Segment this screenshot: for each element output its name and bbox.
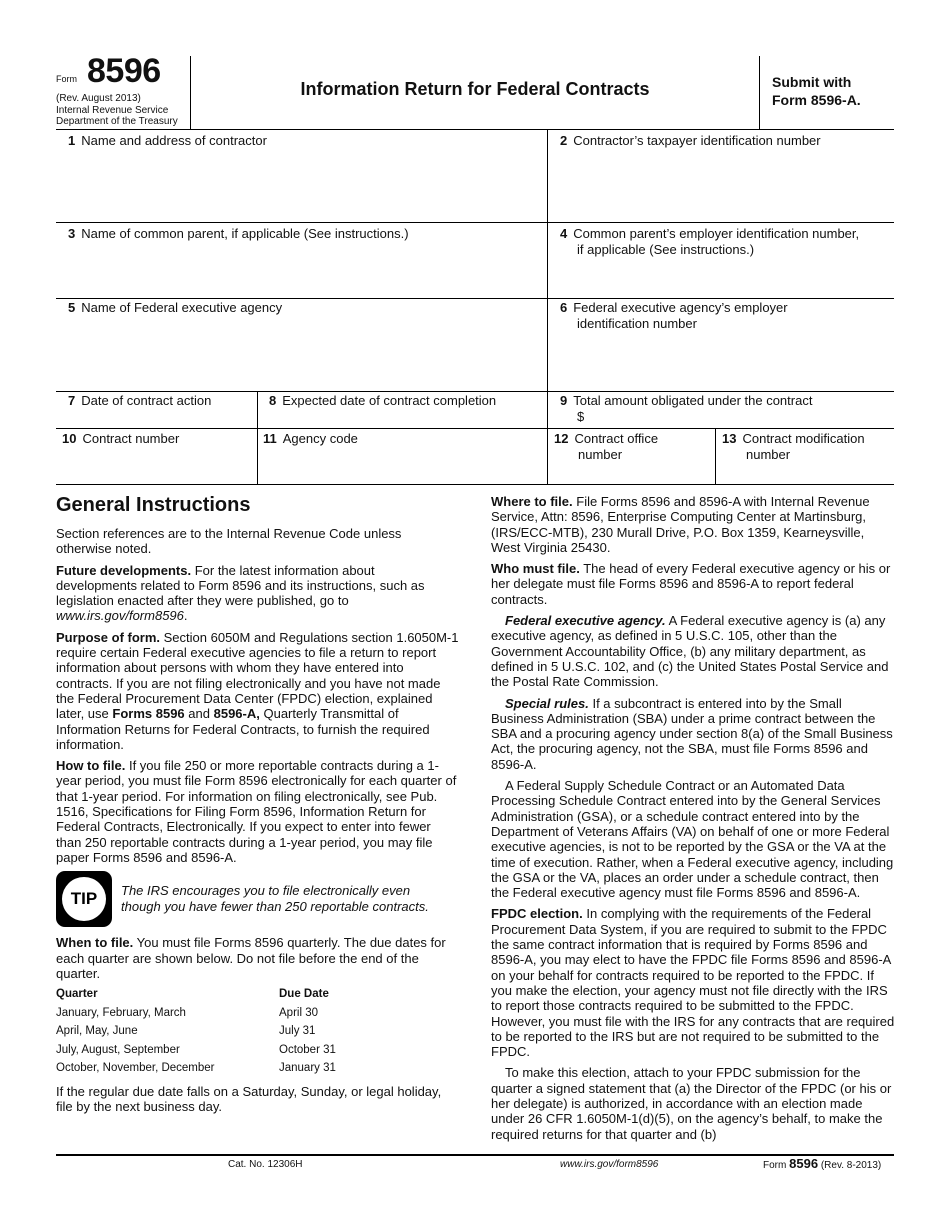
instructions-right-column <box>491 494 895 1148</box>
grid-line <box>56 129 894 130</box>
field-number: 8 <box>269 393 277 408</box>
field-label: Name of common parent, if applicable (See instructions.) <box>81 226 409 241</box>
field-agency-code[interactable] <box>263 431 543 481</box>
who-must-file-paragraph: Who must file. The head of every Federal executive agency or his or her delegate must file Forms 8596 and 8596-A to report federal contracts. <box>491 561 891 607</box>
field-number: 1 <box>68 133 76 148</box>
grid-line <box>56 222 894 223</box>
field-contractor-tin[interactable] <box>560 133 890 218</box>
form-label: Form <box>56 74 77 84</box>
field-number: 5 <box>68 300 76 315</box>
paragraph-title: FPDC election. <box>491 906 583 922</box>
future-developments-paragraph: Future developments. For the latest information about developments related to Form 8596 and its instructions, such as legislation enacted after they were published, go to www.irs.gov/form8596. <box>56 562 425 624</box>
agency-line-2: Department of the Treasury <box>56 116 178 127</box>
election-paragraph: To make this election, attach to your FPDC submission for the quarter a signed statement that (a) the Director of the FPDC (or his or her delegate) is authorized, in accordance with an election made under 26 CFR 1.6050M-1(d)(5), on the agency’s behalf, to make the required returns for that quarter and (b) <box>491 1065 892 1142</box>
table-header-row <box>56 987 336 1006</box>
paragraph-title: Special rules. <box>505 695 589 711</box>
field-label-continued: if applicable (See instructions.) <box>577 242 755 257</box>
field-label: Date of contract action <box>81 393 212 408</box>
field-number: 6 <box>560 300 568 315</box>
field-label: Contractor’s taxpayer identification number <box>573 133 821 148</box>
field-label: Name of Federal executive agency <box>81 300 283 315</box>
field-label: Expected date of contract completion <box>282 393 497 408</box>
when-to-file-paragraph: When to file. You must file Forms 8596 quarterly. The due dates for each quarter are shown below. Do not file before the end of the quarter. <box>56 935 446 981</box>
field-number: 2 <box>560 133 568 148</box>
irs-url-link[interactable]: www.irs.gov/form8596 <box>56 608 184 624</box>
grid-line <box>56 484 894 485</box>
quarter-cell: October, November, December <box>56 1062 215 1075</box>
paragraph-title: When to file. <box>56 935 134 951</box>
where-to-file-paragraph: Where to file. File Forms 8596 and 8596-A with Internal Revenue Service, Attn: 8596, Enterprise Computing Center at Martinsburg, (IRS/ECC-MTB), 230 Murall Drive, P.O. Box 1359, Kearneysville, West Virginia 25430. <box>491 494 870 555</box>
supply-schedule-paragraph: A Federal Supply Schedule Contract or an Automated Data Processing Schedule Contract entered into by the General Services Administration (GSA), or a schedule contract entered into by the Department of Veterans Affairs (VA) on behalf of one or more Federal executive agencies, is not to be reported by the GSA or the VA at the time of execution. Rather, when a Federal executive agency, including the GSA or the VA, places an order under a schedule contract, then the Federal executive agency must file Forms 8596 and 8596-A. <box>491 778 894 901</box>
grid-line <box>56 298 894 299</box>
field-number: 9 <box>560 393 568 408</box>
weekend-note: If the regular due date falls on a Saturday, Sunday, or legal holiday, file by the next business day. <box>56 1083 442 1114</box>
field-number: 4 <box>560 226 568 241</box>
field-expected-completion-date[interactable] <box>269 393 544 425</box>
due-date-cell: April 30 <box>279 1006 318 1019</box>
field-number: 7 <box>68 393 76 408</box>
table-row <box>56 1043 336 1062</box>
form-title: Information Return for Federal Contracts <box>300 79 650 99</box>
tip-text: The IRS encourages you to file electronically even though you have fewer than 250 reportable contracts. <box>121 883 429 914</box>
field-contract-action-date[interactable] <box>68 393 253 425</box>
form-revision: (Rev. August 2013) <box>56 93 141 104</box>
catalog-number: Cat. No. 12306H <box>228 1159 303 1170</box>
federal-executive-agency-paragraph: Federal executive agency. A Federal executive agency is (a) any executive agency, as defined in 5 U.S.C. 105, other than the Government Accountability Office, (b) any military department, as defined in 5 U.S.C. 102, and (c) the United States Postal Service and the Postal Rate Commission. <box>491 613 889 690</box>
field-contractor-name-address[interactable] <box>68 133 538 218</box>
paragraph-title: How to file. <box>56 758 126 774</box>
field-label: Total amount obligated under the contract <box>573 393 813 408</box>
field-federal-agency-name[interactable] <box>68 300 538 386</box>
field-common-parent-name[interactable] <box>68 226 538 294</box>
field-number: 3 <box>68 226 76 241</box>
field-contract-number[interactable] <box>62 431 252 481</box>
how-to-file-paragraph: How to file. If you file 250 or more reportable contracts during a 1-year period, you must file Form 8596 electronically for each quarter of that 1-year period. For information on filing electronically, see Pub. 1516, Specifications for Filing Form 8596, Information Return for Federal Contracts, Electronically. If you expect to enter into fewer than 250 reportable contracts during a 1-year period, you may file paper Forms 8596 and 8596-A. <box>56 758 457 865</box>
field-total-amount-obligated[interactable] <box>560 393 890 427</box>
header-divider <box>759 56 760 129</box>
field-label-continued: identification number <box>577 316 697 331</box>
table-row <box>56 1006 336 1025</box>
due-date-cell: October 31 <box>279 1043 336 1056</box>
paragraph-title: Where to file. <box>491 494 573 509</box>
field-label: Contract modification <box>742 431 865 446</box>
field-number: 10 <box>62 431 77 446</box>
form-number: 8596 <box>87 52 161 90</box>
paragraph-title: Who must file. <box>491 561 580 577</box>
field-label: Common parent’s employer identification number, <box>573 226 860 241</box>
field-label-continued: number <box>746 447 791 462</box>
field-label: Agency code <box>282 431 358 446</box>
quarter-cell: July, August, September <box>56 1043 180 1056</box>
grid-line <box>715 428 716 484</box>
due-date-cell: January 31 <box>279 1062 336 1075</box>
quarter-cell: January, February, March <box>56 1006 186 1019</box>
section-heading: General Instructions <box>56 494 251 516</box>
tip-icon: TIP <box>56 871 112 927</box>
currency-symbol: $ <box>577 409 585 424</box>
field-label: Name and address of contractor <box>81 133 267 148</box>
grid-line <box>257 391 258 484</box>
purpose-paragraph: Purpose of form. Section 6050M and Regulations section 1.6050M-1 require certain Federal executive agencies to file a return to report information about persons with whom they have entered into contracts. If you are not filing electronically and you have not made the Federal Procurement Data Center (FPDC) election, explained later, use Forms 8596 and 8596-A, Quarterly Transmittal of Information Returns for Federal Contracts, to furnish the required information. <box>56 629 459 752</box>
due-date-table <box>56 987 336 1080</box>
due-date-cell: July 31 <box>279 1025 316 1038</box>
paragraph-title: Federal executive agency. <box>505 613 666 629</box>
paragraph-title: Purpose of form. <box>56 629 161 645</box>
field-federal-agency-ein[interactable] <box>560 300 890 386</box>
field-label: Contract number <box>82 431 180 446</box>
field-label: Contract office <box>574 431 659 446</box>
submit-note-line-1: Submit with <box>772 74 852 90</box>
paragraph-title: Future developments. <box>56 562 192 578</box>
grid-line <box>56 391 894 392</box>
fpdc-election-paragraph: FPDC election. In complying with the requirements of the Federal Procurement Data System, if you are required to submit to the FPDC the same contract information that is required by Forms 8596 and 8596-A, you may elect to have the FPDC file Forms 8596 and 8596-A on your behalf for contracts required to be reported to the FPDC. If you make the election, your agency must not file directly with the IRS to report those contracts required to be submitted to the FPDC. However, you must file with the IRS for any contracts that are required to be reported to the IRS but are not required to be submitted to the FPDC. <box>491 906 895 1060</box>
table-row <box>56 1024 336 1043</box>
field-label: Federal executive agency’s employer <box>573 300 788 315</box>
field-contract-office-number[interactable] <box>554 431 712 481</box>
field-number: 13 <box>722 431 737 446</box>
quarter-cell: April, May, June <box>56 1025 138 1038</box>
field-number: 12 <box>554 431 569 446</box>
grid-line <box>547 129 548 484</box>
submit-note-line-2: Form 8596-A. <box>772 92 861 108</box>
intro-paragraph: Section references are to the Internal Revenue Code unless otherwise noted. <box>56 526 402 557</box>
special-rules-paragraph: Special rules. If a subcontract is entered into by the Small Business Administration (SBA) under a prime contract between the SBA and a procuring agency under section 8(a) of the Small Business Act, the procuring agency, not the SBA, must file Forms 8596 and 8596-A. <box>491 695 893 772</box>
field-contract-modification-number[interactable] <box>722 431 892 481</box>
agency-line-1: Internal Revenue Service <box>56 105 169 116</box>
footer-url-link[interactable]: www.irs.gov/form8596 <box>560 1159 659 1170</box>
table-row <box>56 1061 336 1080</box>
column-header: Quarter <box>56 988 98 1001</box>
column-header: Due Date <box>279 988 329 1001</box>
field-number: 11 <box>263 431 277 446</box>
grid-line <box>56 428 894 429</box>
field-common-parent-ein[interactable] <box>560 226 892 294</box>
tip-box <box>56 871 459 929</box>
footer-form-id: Form 8596 (Rev. 8-2013) <box>763 1156 882 1171</box>
instructions-left-column <box>56 493 459 1120</box>
field-label-continued: number <box>578 447 623 462</box>
